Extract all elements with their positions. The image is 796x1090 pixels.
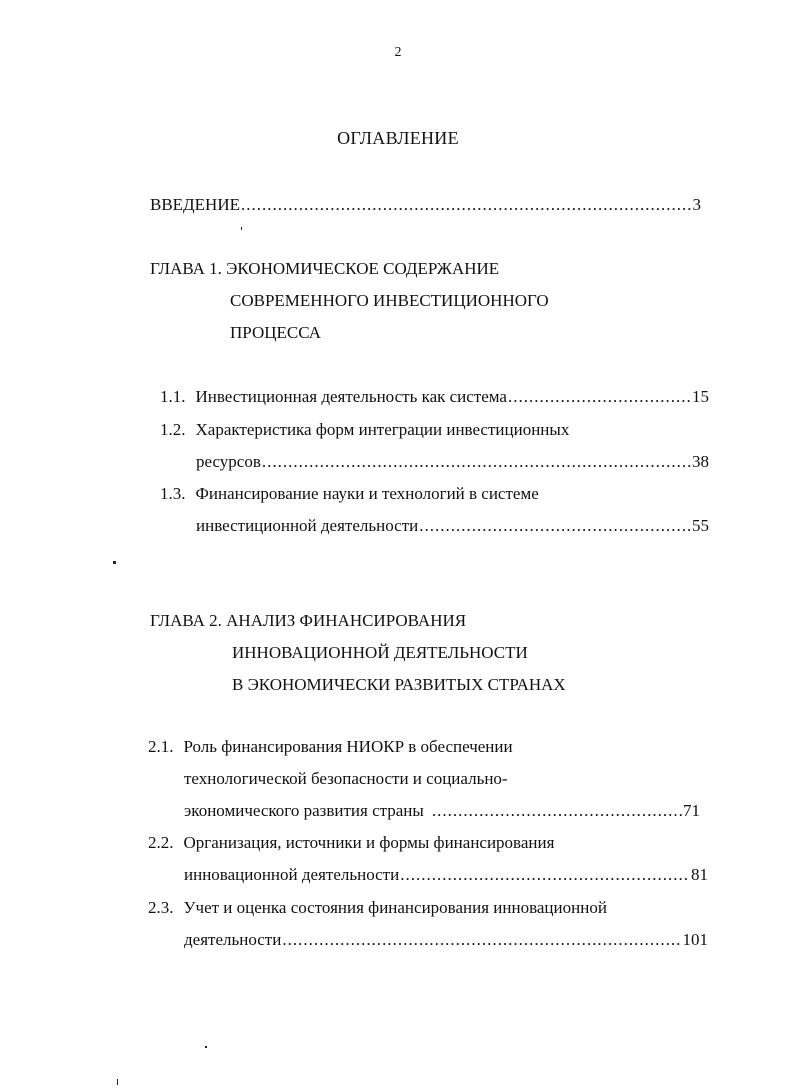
toc-entry-2-2-line-1 bbox=[148, 832, 554, 854]
toc-entry-1-2-line-2 bbox=[196, 451, 709, 473]
toc-entry-2-1-line-2: технологической безопасности и социально- bbox=[184, 769, 508, 788]
chapter-2-title-line-3: В ЭКОНОМИЧЕСКИ РАЗВИТЫХ СТРАНАХ bbox=[232, 675, 566, 694]
toc-entry-title: Инвестиционная деятельность как система bbox=[195, 387, 507, 406]
toc-entry-2-1-line-1 bbox=[148, 736, 513, 758]
toc-entry-2-1-line-3 bbox=[184, 800, 700, 822]
section-number: 1.1. bbox=[160, 387, 186, 406]
toc-entry-page: 55 bbox=[692, 516, 709, 535]
toc-entry-title: Учет и оценка состояния финансирования инновационной bbox=[183, 898, 607, 917]
dot-leader bbox=[419, 515, 691, 537]
section-number: 1.3. bbox=[160, 484, 186, 503]
toc-entry-title-cont: ресурсов bbox=[196, 452, 261, 471]
page-number: 2 bbox=[394, 45, 402, 60]
toc-entry-2-2-line-2 bbox=[184, 864, 708, 886]
toc-entry-page: 3 bbox=[692, 195, 701, 214]
toc-entry-introduction bbox=[150, 194, 701, 216]
chapter-1-title-line-2: СОВРЕМЕННОГО ИНВЕСТИЦИОННОГО bbox=[230, 291, 549, 310]
toc-entry-title-cont: инвестиционной деятельности bbox=[196, 516, 419, 535]
toc-entry-page: 71 bbox=[683, 801, 700, 820]
toc-entry-1-1 bbox=[160, 386, 709, 408]
toc-entry-title: Характеристика форм интеграции инвестиционных bbox=[195, 420, 570, 439]
toc-entry-1-3-line-2 bbox=[196, 515, 709, 537]
toc-entry-page: 38 bbox=[692, 452, 709, 471]
toc-entry-1-3-line-1 bbox=[160, 483, 539, 505]
chapter-1-title-line-3: ПРОЦЕССА bbox=[230, 323, 321, 342]
toc-entry-title-cont: деятельности bbox=[184, 930, 282, 949]
toc-entry-title-cont: инновационной деятельности bbox=[184, 865, 400, 884]
scan-speck bbox=[241, 227, 242, 230]
toc-entry-2-3-line-2 bbox=[184, 929, 708, 951]
section-number: 2.2. bbox=[148, 833, 174, 852]
chapter-1-title-line-1: ГЛАВА 1. ЭКОНОМИЧЕСКОЕ СОДЕРЖАНИЕ bbox=[150, 259, 500, 278]
toc-entry-title: ВВЕДЕНИЕ bbox=[150, 195, 240, 214]
section-number: 2.3. bbox=[148, 898, 174, 917]
dot-leader bbox=[262, 451, 691, 473]
toc-entry-page: 81 bbox=[691, 865, 708, 884]
toc-entry-2-3-line-1 bbox=[148, 897, 607, 919]
toc-heading: ОГЛАВЛЕНИЕ bbox=[337, 128, 459, 148]
toc-entry-title: Финансирование науки и технологий в системе bbox=[195, 484, 539, 503]
toc-entry-page: 15 bbox=[692, 387, 709, 406]
scan-speck bbox=[205, 1046, 207, 1048]
dot-leader bbox=[241, 194, 692, 216]
toc-entry-title: Организация, источники и формы финансирования bbox=[183, 833, 555, 852]
dot-leader bbox=[432, 800, 682, 822]
toc-entry-1-2-line-1 bbox=[160, 419, 569, 441]
chapter-2-title-line-2: ИННОВАЦИОННОЙ ДЕЯТЕЛЬНОСТИ bbox=[232, 643, 528, 662]
dot-leader bbox=[282, 929, 681, 951]
toc-entry-title-cont: экономического развития страны bbox=[184, 801, 424, 820]
scan-speck bbox=[117, 1079, 118, 1085]
section-number: 1.2. bbox=[160, 420, 186, 439]
chapter-2-title-line-1: ГЛАВА 2. АНАЛИЗ ФИНАНСИРОВАНИЯ bbox=[150, 611, 467, 630]
scan-speck bbox=[113, 561, 116, 564]
toc-entry-title: Роль финансирования НИОКР в обеспечении bbox=[183, 737, 513, 756]
toc-entry-page: 101 bbox=[682, 930, 708, 949]
section-number: 2.1. bbox=[148, 737, 174, 756]
dot-leader bbox=[400, 864, 690, 886]
dot-leader bbox=[508, 386, 691, 408]
